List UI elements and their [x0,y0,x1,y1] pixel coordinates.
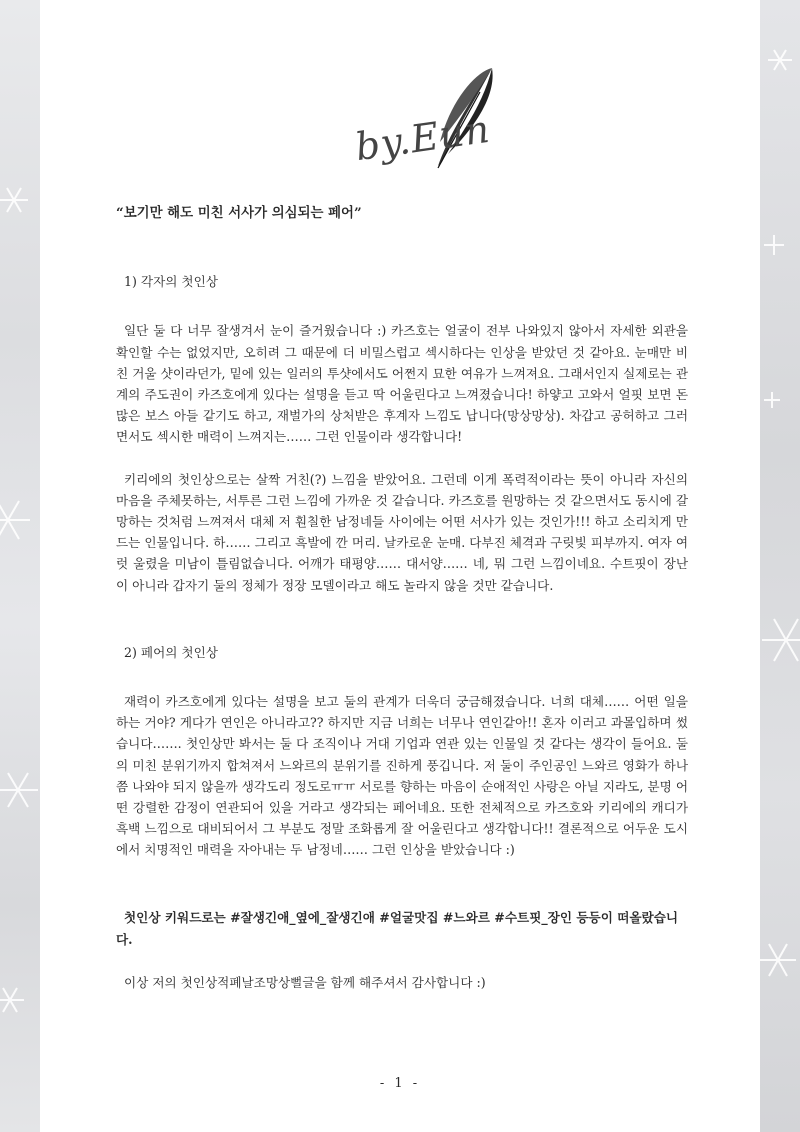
document-title: “보기만 해도 미친 서사가 의심되는 페어” [116,205,362,221]
closing-remark: 이상 저의 첫인상적폐날조망상뻘글을 함께 해주셔서 감사합니다 :) [124,974,486,990]
right-decorative-border [760,0,800,1132]
snowflake-icon [0,0,40,1132]
left-decorative-border [0,0,40,1132]
logo-text: by.Eun [352,106,493,170]
snowflake-icon [760,0,800,1132]
paragraph: 재력이 카즈호에게 있다는 설명을 보고 둘의 관계가 더욱더 궁금해졌습니다. 너희 대체…… 어떤 일을 하는 거야? 게다가 연인은 아니라고?? 하지만 지금 너희는 너무나 연인같아!! 혼자 이러고 과몰입하며 썼습니다……. 첫인상만 봐서는 둘 다 조직이나 거대 기업과 연관 있는 인물일 것 같다는 생각이 들어요. 둘의 미친 분위기까지 합쳐져서 느와르의 분위기를 진하게 풍깁니다. 저 둘이 주인공인 느와르 영화가 하나쯤 나와야 되지 않을까 생각도리 정도로ㅠㅠ 서로를 향하는 마음이 순애적인 사랑은 아닐 지라도, 분명 어떤 강렬한 감정이 연관되어 있을 거라고 생각되는 페어네요. 또한 전체적으로 카즈호와 키리에의 캐디가 흑백 느낌으로 대비되어서 그 부분도 정말 조화롭게 잘 어울린다고 생각합니다!! 결론적으로 어두운 도시에서 치명적인 매력을 자아내는 두 남정네…… 그런 인상을 받았습니다 :) [116,694,688,858]
paragraph: 키리에의 첫인상으로는 살짝 거친(?) 느낌을 받았어요. 그런데 이게 폭력적이라는 뜻이 아니라 자신의 마음을 주체못하는, 서투른 그런 느낌에 가까운 것 같습니다. 카즈호를 원망하는 것 같으면서도 동시에 갈망하는 것처럼 느껴져서 대체 저 훤칠한 남정네들 사이에는 어떤 서사가 있는 것인가!!! 하고 소리치게 만드는 인물입니다. 하…… 그리고 흑발에 깐 머리. 날카로운 눈매. 다부진 체격과 구릿빛 피부까지. 여자 여럿 울렸을 미남이 틀림없습니다. 어깨가 태평양…… 대서양…… 네, 뭐 그런 느낌이네요. 수트핏이 장난이 아니라 갑자기 둘의 정체가 정장 모델이라고 해도 놀라지 않을 것만 같습니다. [116,471,688,593]
paragraph: 일단 둘 다 너무 잘생겨서 눈이 즐거웠습니다 :) 카즈호는 얼굴이 전부 나와있지 않아서 자세한 외관을 확인할 수는 없었지만, 오히려 그 때문에 더 비밀스럽고 섹시하다는 인상을 받았던 것 같아요. 눈매만 비친 거울 샷이라던가, 밑에 있는 일러의 투샷에서도 어쩐지 묘한 여유가 느껴져요. 그래서인지 실제로는 관계의 주도권이 카즈호에게 있다는 설명을 듣고 딱 어울린다고 느껴졌습니다! 하얗고 고와서 얼핏 보면 돈 많은 보스 아들 같기도 하고, 재벌가의 상처받은 후계자 느낌도 납니다(망상망상). 차갑고 공허하고 그러면서도 섹시한 매력이 느껴지는…… 그런 인물이라 생각합니다! [116,323,688,445]
document-page [40,0,760,1132]
document-body [116,203,688,993]
keywords-summary: 첫인상 키워드로는 #잘생긴애_옆에_잘생긴애 #얼굴맛집 #느와르 #수트핏_장인 등등이 떠올랐습니다. [116,909,679,947]
section-heading-1: 1) 각자의 첫인상 [124,274,218,290]
section-heading-2: 2) 페어의 첫인상 [124,644,218,660]
author-logo [310,62,500,172]
page-number: - 1 - [379,1076,421,1091]
